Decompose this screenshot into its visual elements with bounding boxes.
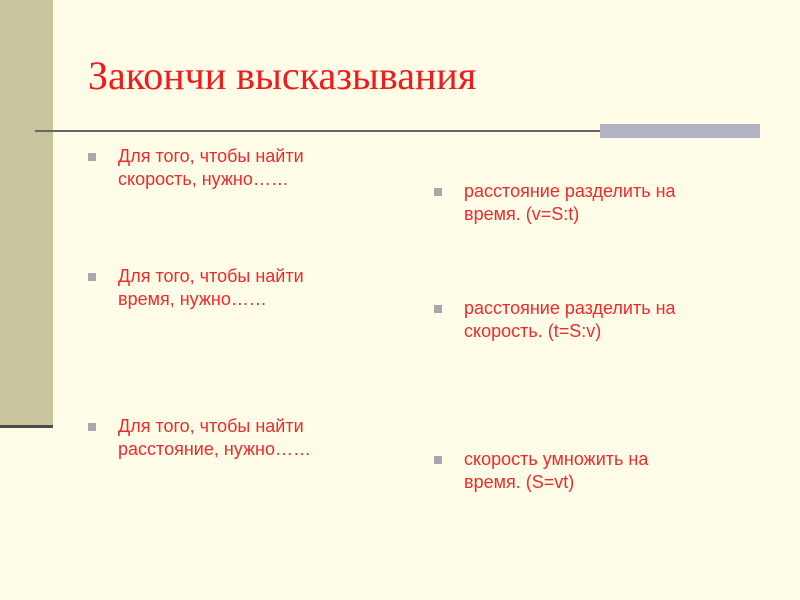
answer-item [434, 297, 734, 343]
square-bullet-icon [434, 188, 442, 196]
answer-text: расстояние разделить на скорость. (t=S:v) [464, 298, 676, 341]
title-divider-accent [600, 124, 760, 138]
question-text: Для того, чтобы найти расстояние, нужно…… [118, 416, 311, 459]
slide-title: Закончи высказывания [88, 53, 477, 98]
answer-item [434, 448, 734, 494]
question-text: Для того, чтобы найти скорость, нужно…… [118, 146, 304, 189]
square-bullet-icon [88, 153, 96, 161]
left-decorative-band [0, 0, 53, 427]
question-item [88, 145, 388, 191]
answer-item [434, 180, 734, 226]
question-item [88, 415, 388, 461]
answer-text: скорость умножить на время. (S=vt) [464, 449, 649, 492]
square-bullet-icon [88, 273, 96, 281]
question-text: Для того, чтобы найти время, нужно…… [118, 266, 304, 309]
question-item [88, 265, 388, 311]
square-bullet-icon [434, 456, 442, 464]
square-bullet-icon [434, 305, 442, 313]
left-band-underline [0, 425, 53, 428]
answer-text: расстояние разделить на время. (v=S:t) [464, 181, 676, 224]
square-bullet-icon [88, 423, 96, 431]
